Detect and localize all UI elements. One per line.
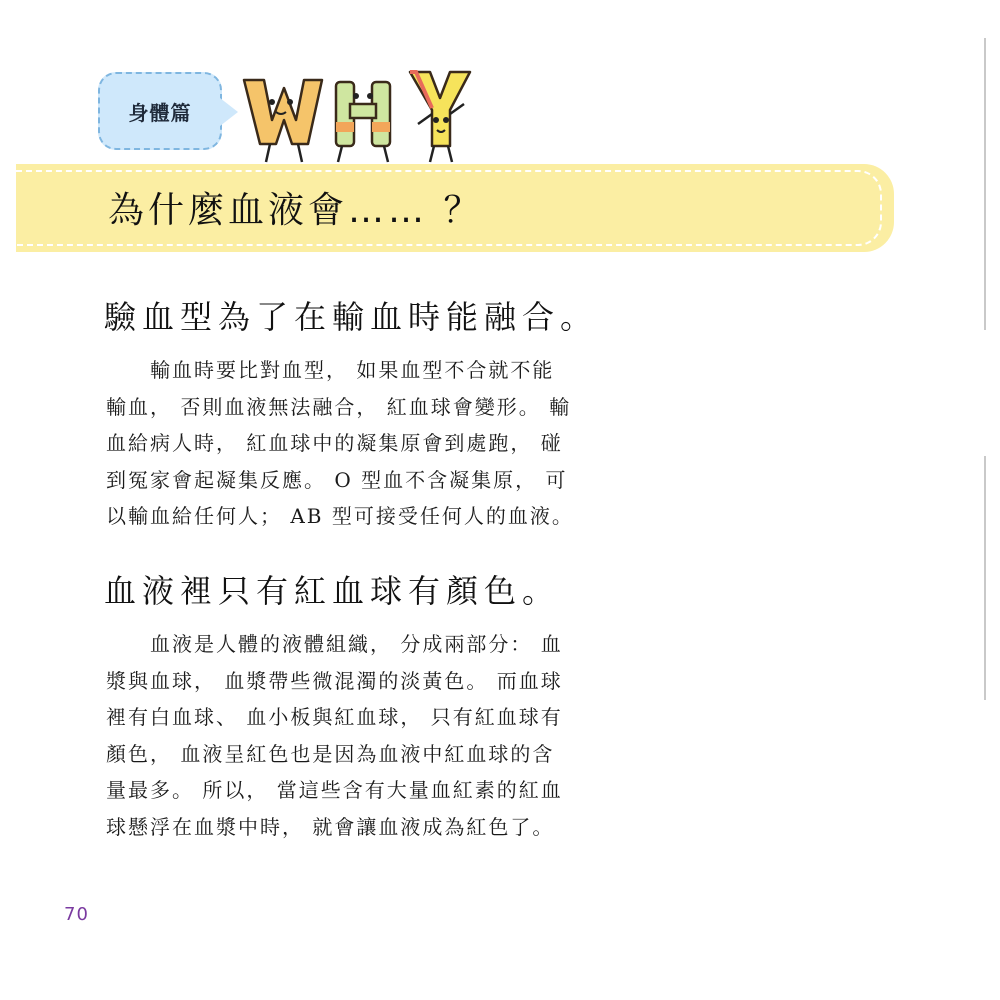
paragraph-line: 血液是人體的液體組織， 分成兩部分： 血	[106, 632, 563, 656]
paragraph-line: 漿與血球， 血漿帶些微混濁的淡黃色。 而血球	[106, 668, 563, 693]
paragraph-line: 以輸血給任何人； AB 型可接受任何人的血液。	[106, 504, 574, 529]
title-band	[16, 164, 894, 252]
page-number: 70	[64, 904, 89, 925]
section2-paragraph	[106, 626, 866, 846]
why-letter-w	[244, 80, 322, 162]
page-edge-line-top	[984, 38, 986, 330]
section1-heading: 驗血型為了在輸血時能融合。	[104, 298, 599, 336]
paragraph-line: 血給病人時， 紅血球中的凝集原會到處跑， 碰	[106, 431, 563, 456]
paragraph-line: 裡有白血球、 血小板與紅血球， 只有紅血球有	[106, 705, 563, 730]
why-letter-h	[336, 82, 390, 162]
paragraph-line: 輸血， 否則血液無法融合， 紅血球會變形。 輸	[106, 394, 572, 419]
page-title: 為什麼血液會…… ？	[108, 190, 484, 231]
paragraph-line: 到冤家會起凝集反應。 O 型血不含凝集原， 可	[106, 467, 568, 492]
page-edge-line-bottom	[984, 456, 986, 700]
paragraph-line: 輸血時要比對血型， 如果血型不合就不能	[106, 358, 555, 382]
why-logo	[238, 58, 478, 168]
section-tag-label: 身體篇	[128, 100, 192, 125]
section2-heading: 血液裡只有紅血球有顏色。	[104, 572, 561, 610]
why-letter-y	[410, 72, 470, 162]
paragraph-line: 球懸浮在血漿中時， 就會讓血液成為紅色了。	[106, 814, 555, 839]
section1-paragraph	[106, 352, 866, 535]
paragraph-line: 量最多。 所以， 當這些含有大量血紅素的紅血	[106, 778, 563, 803]
paragraph-line: 顏色， 血液呈紅色也是因為血液中紅血球的含	[106, 741, 555, 766]
section-tag	[98, 72, 222, 150]
